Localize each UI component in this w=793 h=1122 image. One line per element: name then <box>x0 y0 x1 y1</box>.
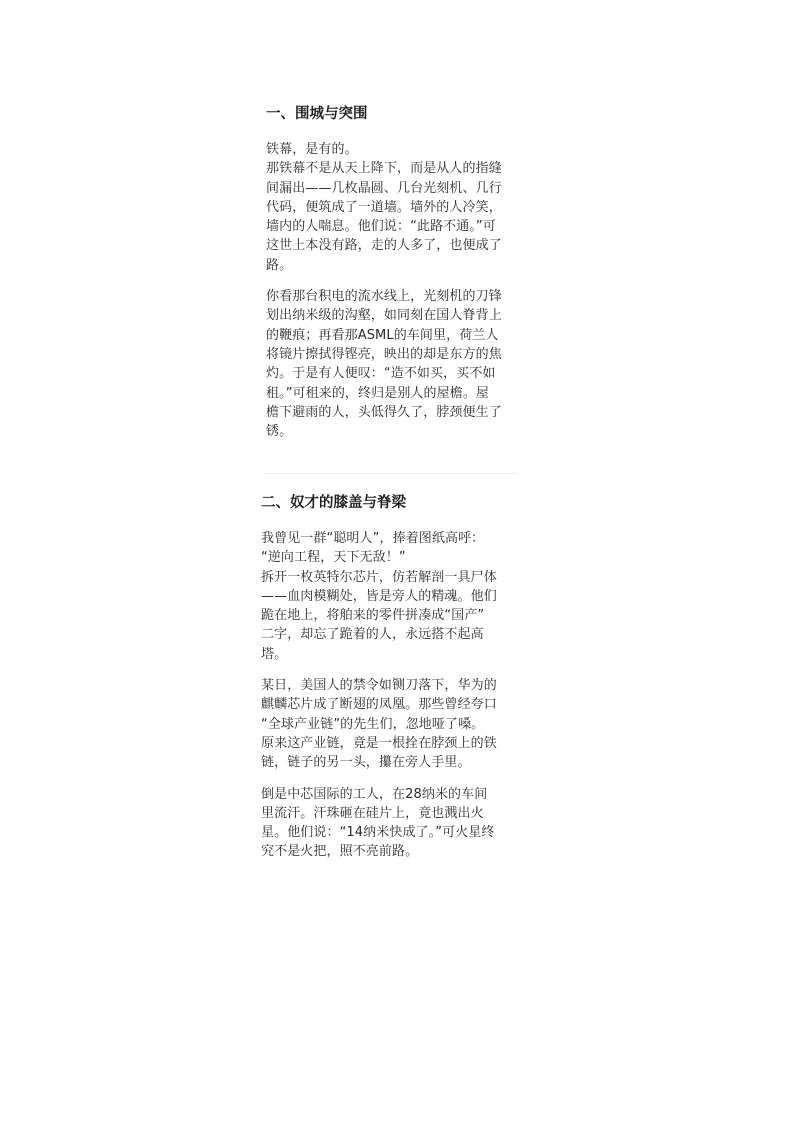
text-line: 墙内的人喘息。他们说：“此路不通。”可 <box>266 219 496 235</box>
text-line: 的鞭痕；再看那ASML的车间里，荷兰人 <box>266 327 499 343</box>
text-line: 你看那台积电的流水线上，光刻机的刀锋 <box>266 289 502 305</box>
text-line: 灼。于是有人便叹：“造不如买，买不如 <box>266 366 496 382</box>
section-1 <box>266 104 522 453</box>
paragraph <box>261 785 523 862</box>
text-line: 间漏出——几枚晶圆、几台光刻机、几行 <box>266 180 502 196</box>
text-line: 我曾见一群“聪明人”，捧着图纸高呼： <box>261 531 485 546</box>
text-line: 路。 <box>266 257 293 273</box>
text-line: 塔。 <box>261 646 288 662</box>
text-line: 某日，美国人的禁令如铡刀落下，华为的 <box>261 678 497 694</box>
text-line: 究不是火把，照不亮前路。 <box>261 844 419 860</box>
text-line: 将镜片擦拭得铿亮，映出的却是东方的焦 <box>266 346 502 362</box>
text-line: 代码，便筑成了一道墙。墙外的人冷笑， <box>266 199 502 215</box>
section-divider <box>264 473 518 474</box>
text-line: 里流汗。汗珠砸在硅片上，竟也溅出火 <box>261 805 484 821</box>
text-line: 链，链子的另一头，攥在旁人手里。 <box>261 755 471 771</box>
paragraph <box>261 676 523 772</box>
text-line: 麒麟芯片成了断翅的凤凰。那些曾经夸口 <box>261 697 497 713</box>
paragraph <box>261 529 523 664</box>
text-line: 那铁幕不是从天上降下，而是从人的指缝 <box>266 161 502 177</box>
text-line: “逆向工程，天下无敌！” <box>261 550 406 566</box>
text-line: 原来这产业链，竟是一根拴在脖颈上的铁 <box>261 735 497 751</box>
text-line: 铁幕，是有的。 <box>266 142 358 157</box>
text-line: 星。他们说：“14纳米快成了。”可火星终 <box>261 825 495 841</box>
text-line: ——血肉模糊处，皆是旁人的精魂。他们 <box>261 588 497 604</box>
paragraph <box>266 140 522 275</box>
text-line: 拆开一枚英特尔芯片，仿若解剖一具尸体 <box>261 569 497 585</box>
paragraph <box>266 287 522 441</box>
section-heading: 一、围城与突围 <box>266 106 368 122</box>
text-line: 跪在地上，将舶来的零件拼凑成“国产” <box>261 608 485 624</box>
text-line: 租。”可租来的，终归是别人的屋檐。屋 <box>266 385 490 401</box>
text-line: 锈。 <box>266 424 293 440</box>
text-line: 倒是中芯国际的工人，在28纳米的车间 <box>261 786 488 802</box>
text-line: 檐下避雨的人，头低得久了，脖颈便生了 <box>266 404 502 420</box>
text-line: 二字，却忘了跪着的人，永远搭不起高 <box>261 627 484 643</box>
section-2 <box>261 493 523 874</box>
section-heading: 二、奴才的膝盖与脊梁 <box>261 495 406 511</box>
text-line: “全球产业链”的先生们，忽地哑了嗓。 <box>261 716 485 732</box>
text-line: 划出纳米级的沟壑，如同刻在国人脊背上 <box>266 308 502 324</box>
text-line: 这世上本没有路，走的人多了，也便成了 <box>266 238 502 254</box>
